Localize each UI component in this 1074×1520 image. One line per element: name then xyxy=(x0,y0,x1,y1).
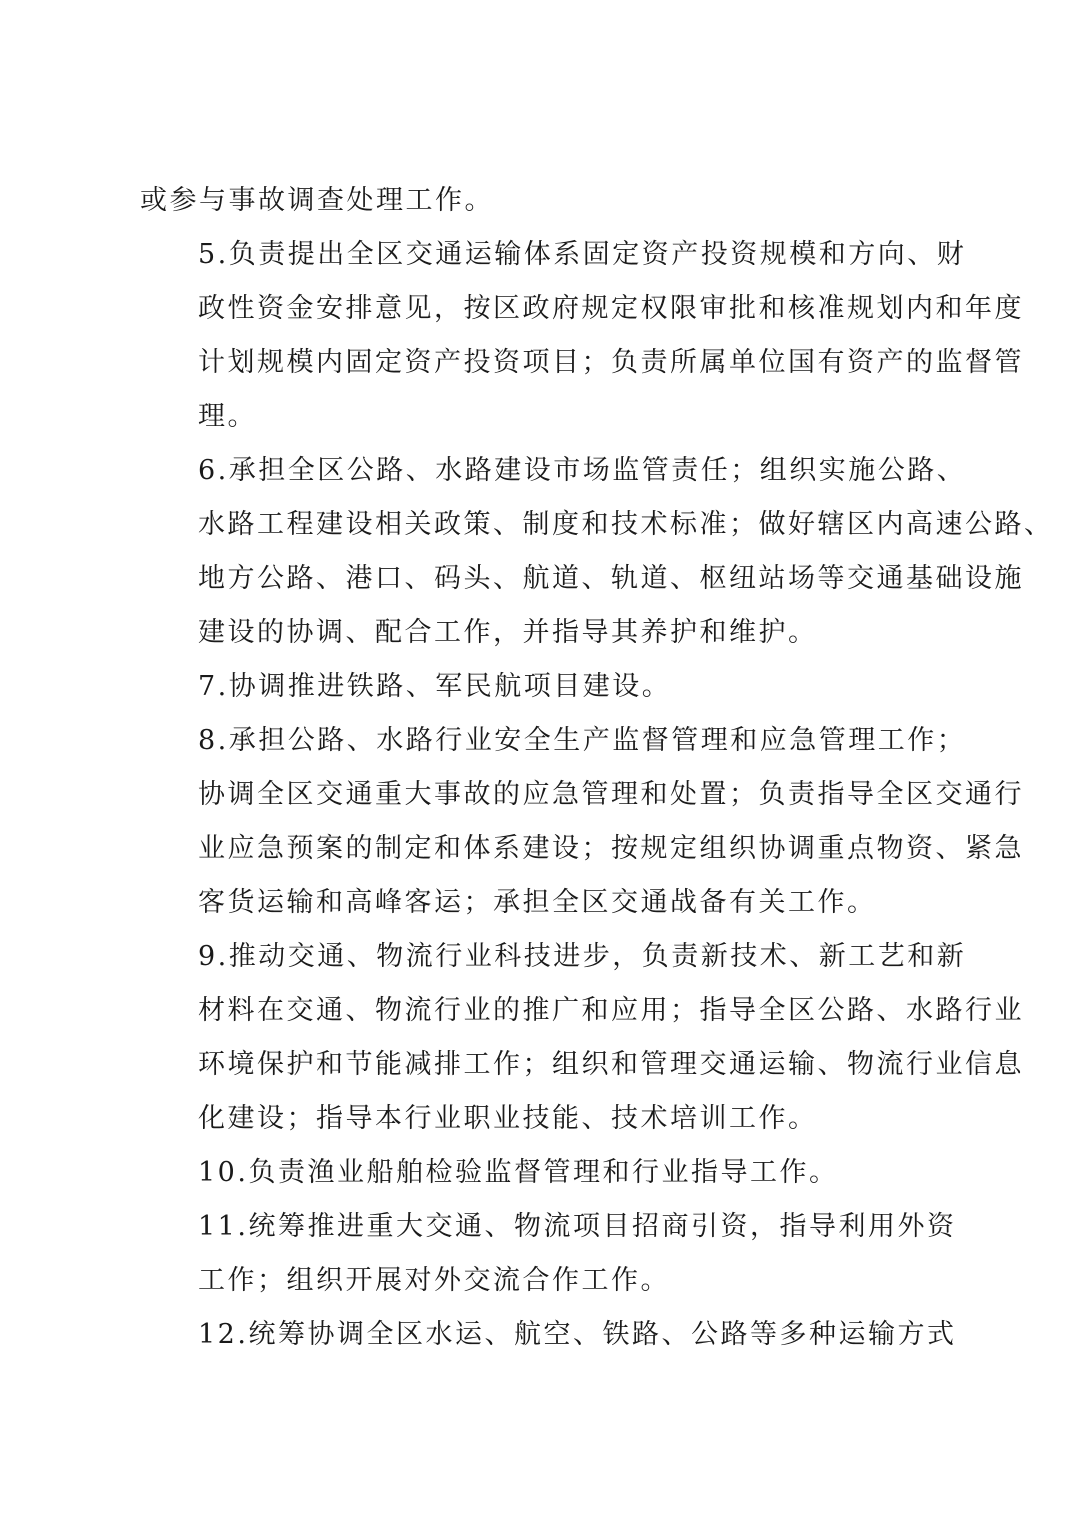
document-body xyxy=(140,174,1054,1362)
text-line: 材料在交通、物流行业的推广和应用；指导全区公路、水路行业 xyxy=(198,995,1024,1026)
text-line: 7.协调推进铁路、军民航项目建设。 xyxy=(198,671,672,702)
text-line: 6.承担全区公路、水路建设市场监管责任；组织实施公路、 xyxy=(198,455,967,486)
text-line: 11.统筹推进重大交通、物流项目招商引资，指导利用外资 xyxy=(198,1211,957,1242)
text-line: 环境保护和节能减排工作；组织和管理交通运输、物流行业信息 xyxy=(198,1049,1024,1080)
paragraph-item-12 xyxy=(140,1308,957,1362)
paragraph-item-6 xyxy=(140,444,1054,660)
text-line: 水路工程建设相关政策、制度和技术标准；做好辖区内高速公路、 xyxy=(198,509,1054,540)
text-line: 协调全区交通重大事故的应急管理和处置；负责指导全区交通行 xyxy=(198,779,1024,810)
paragraph-item-7 xyxy=(140,660,937,714)
paragraph-item-10 xyxy=(140,1146,937,1200)
text-line: 建设的协调、配合工作，并指导其养护和维护。 xyxy=(198,617,818,648)
text-line: 理。 xyxy=(198,401,257,432)
text-line: 或参与事故调查处理工作。 xyxy=(140,185,494,216)
paragraph-item-5 xyxy=(140,228,1024,444)
text-line: 业应急预案的制定和体系建设；按规定组织协调重点物资、紧急 xyxy=(198,833,1024,864)
paragraph-item-9 xyxy=(140,930,1024,1146)
text-line: 8.承担公路、水路行业安全生产监督管理和应急管理工作； xyxy=(198,725,967,756)
paragraph-item-11 xyxy=(140,1200,957,1308)
text-line: 地方公路、港口、码头、航道、轨道、枢纽站场等交通基础设施 xyxy=(198,563,1024,594)
text-line: 12.统筹协调全区水运、航空、铁路、公路等多种运输方式 xyxy=(198,1319,957,1350)
paragraph-item-8 xyxy=(140,714,1024,930)
text-line: 客货运输和高峰客运；承担全区交通战备有关工作。 xyxy=(198,887,877,918)
text-line: 5.负责提出全区交通运输体系固定资产投资规模和方向、财 xyxy=(198,239,967,270)
text-line: 计划规模内固定资产投资项目；负责所属单位国有资产的监督管 xyxy=(198,347,1024,378)
text-line: 政性资金安排意见，按区政府规定权限审批和核准规划内和年度 xyxy=(198,293,1024,324)
paragraph-continued xyxy=(140,174,937,228)
text-line: 10.负责渔业船舶检验监督管理和行业指导工作。 xyxy=(198,1157,839,1188)
text-line: 工作；组织开展对外交流合作工作。 xyxy=(198,1265,670,1296)
text-line: 化建设；指导本行业职业技能、技术培训工作。 xyxy=(198,1103,818,1134)
text-line: 9.推动交通、物流行业科技进步，负责新技术、新工艺和新 xyxy=(198,941,967,972)
